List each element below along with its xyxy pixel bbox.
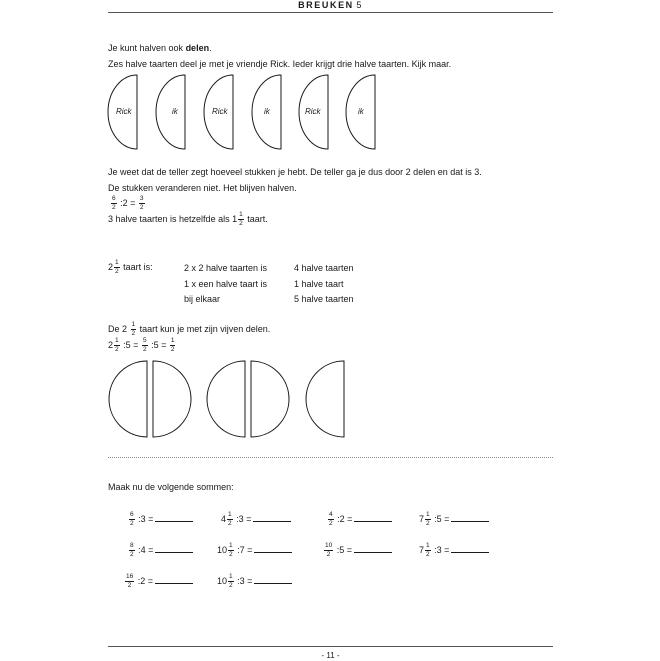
operator: :5 = <box>434 513 450 524</box>
page-header <box>108 0 553 11</box>
half-pie-right-2 <box>251 361 289 437</box>
explain-line-1: Je weet dat de teller zegt hoeveel stukken je hebt. De teller ga je dus door 2 delen en dat is 3. <box>108 167 482 177</box>
intro-line-2: Zes halve taarten deel je met je vriendje Rick. Ieder krijgt drie halve taarten. Kijk maar. <box>108 59 452 69</box>
fraction: $\frac{5}{2}$ <box>142 337 147 353</box>
half-pie-left-3 <box>306 361 344 437</box>
divide-text-end: taart kun je met zijn vijven delen. <box>139 323 271 334</box>
answer-blank[interactable] <box>451 513 489 522</box>
operator: :3 = <box>434 544 450 555</box>
operator: :5 = <box>151 339 167 350</box>
exercise-4[interactable] <box>419 512 489 527</box>
whole-number: 7 <box>419 513 425 524</box>
operator: :5 = <box>336 544 353 555</box>
answer-blank[interactable] <box>155 575 193 584</box>
answer-blank[interactable] <box>254 575 292 584</box>
breakdown-col3-row3: 5 halve taarten <box>294 294 354 304</box>
header-chapter: 5 <box>356 0 363 10</box>
whole-number: 10 <box>217 575 228 586</box>
fraction: $\frac{10}{2}$ <box>325 542 333 558</box>
operator: :3 = <box>237 575 253 586</box>
operator: :5 = <box>123 339 139 350</box>
half-pie-left-1 <box>109 361 147 437</box>
exercise-10[interactable] <box>217 574 292 589</box>
breakdown-col2-row1: 2 x 2 halve taarten is <box>184 263 268 273</box>
answer-blank[interactable] <box>253 513 291 522</box>
exercise-1[interactable] <box>128 512 193 527</box>
whole-number: 7 <box>419 544 425 555</box>
divide-equation <box>108 338 176 353</box>
intro-period: . <box>209 43 212 53</box>
half-pies-bottom <box>100 356 360 446</box>
operator: :7 = <box>237 544 253 555</box>
intro-text: Je kunt halven ook <box>108 43 186 53</box>
answer-blank[interactable] <box>254 544 292 553</box>
answer-blank[interactable] <box>354 513 392 522</box>
fraction: $\frac{1}{2}$ <box>115 337 119 353</box>
intro-bold: delen <box>185 43 210 53</box>
half-pie-left-2 <box>207 361 245 437</box>
page-number: - 11 - <box>321 651 340 660</box>
breakdown-col3-row2: 1 halve taart <box>294 279 344 289</box>
breakdown-lead-text: taart is: <box>123 261 153 272</box>
answer-blank[interactable] <box>451 544 489 553</box>
exercises-title: Maak nu de volgende sommen: <box>108 482 234 492</box>
whole-number: 2 <box>108 261 114 272</box>
fraction: $\frac{3}{2}$ <box>139 195 144 211</box>
explain-line-2: De stukken veranderen niet. Het blijven halven. <box>108 183 297 193</box>
header-title: BREUKEN <box>298 0 354 10</box>
explain-text: 3 halve taarten is hetzelfde als 1 <box>108 213 238 224</box>
fraction: $\frac{1}{2}$ <box>228 511 232 527</box>
fraction: $\frac{1}{2}$ <box>131 321 136 337</box>
explain-text-end: taart. <box>247 213 268 224</box>
divide-line-1 <box>108 322 270 337</box>
operator: :2 = <box>337 513 353 524</box>
fraction: $\frac{1}{2}$ <box>170 337 175 353</box>
pie-label-6: ik <box>358 107 364 116</box>
breakdown-col2-row3: bij elkaar <box>184 294 221 304</box>
operator: :2 = <box>137 575 154 586</box>
exercise-2[interactable] <box>221 512 291 527</box>
whole-number: 2 <box>108 339 114 350</box>
fraction: $\frac{6}{2}$ <box>130 511 134 527</box>
pie-label-3: Rick <box>212 107 228 116</box>
breakdown-col3-row1: 4 halve taarten <box>294 263 354 273</box>
operator: :3 = <box>138 513 154 524</box>
fraction: $\frac{1}{2}$ <box>426 511 430 527</box>
pie-label-5: Rick <box>305 107 321 116</box>
exercise-5[interactable] <box>128 543 193 558</box>
pie-label-4: ik <box>264 107 270 116</box>
fraction: $\frac{16}{2}$ <box>126 573 134 589</box>
answer-blank[interactable] <box>155 544 193 553</box>
exercise-3[interactable] <box>327 512 392 527</box>
operator: :2 = <box>120 197 136 208</box>
fraction: $\frac{4}{2}$ <box>329 511 333 527</box>
operator: :3 = <box>236 513 252 524</box>
breakdown-col2-row2: 1 x een halve taart is <box>184 279 268 289</box>
fraction: $\frac{8}{2}$ <box>130 542 134 558</box>
explain-line-3 <box>108 212 268 227</box>
footer-rule <box>108 646 553 647</box>
dotted-separator <box>108 457 553 458</box>
whole-number: 4 <box>221 513 227 524</box>
fraction: $\frac{1}{2}$ <box>239 211 243 227</box>
fraction: $\frac{6}{2}$ <box>112 195 116 211</box>
divide-text: De 2 <box>108 323 128 334</box>
answer-blank[interactable] <box>155 513 193 522</box>
fraction: $\frac{1}{2}$ <box>115 259 119 275</box>
fraction: $\frac{1}{2}$ <box>229 573 233 589</box>
exercise-6[interactable] <box>217 543 292 558</box>
pie-label-2: ik <box>172 107 178 116</box>
half-pie-2 <box>156 75 185 149</box>
half-pies-top <box>100 70 400 156</box>
exercise-8[interactable] <box>419 543 489 558</box>
header-rule <box>108 12 553 13</box>
exercise-7[interactable] <box>323 543 392 558</box>
pie-label-1: Rick <box>116 107 132 116</box>
whole-number: 10 <box>217 544 228 555</box>
answer-blank[interactable] <box>354 544 392 553</box>
exercise-9[interactable] <box>124 574 193 589</box>
half-pie-right-1 <box>153 361 191 437</box>
operator: :4 = <box>138 544 154 555</box>
explain-equation <box>110 196 146 211</box>
fraction: $\frac{1}{2}$ <box>426 542 430 558</box>
breakdown-lead <box>108 260 153 275</box>
intro-line-1 <box>108 43 212 54</box>
fraction: $\frac{1}{2}$ <box>229 542 233 558</box>
